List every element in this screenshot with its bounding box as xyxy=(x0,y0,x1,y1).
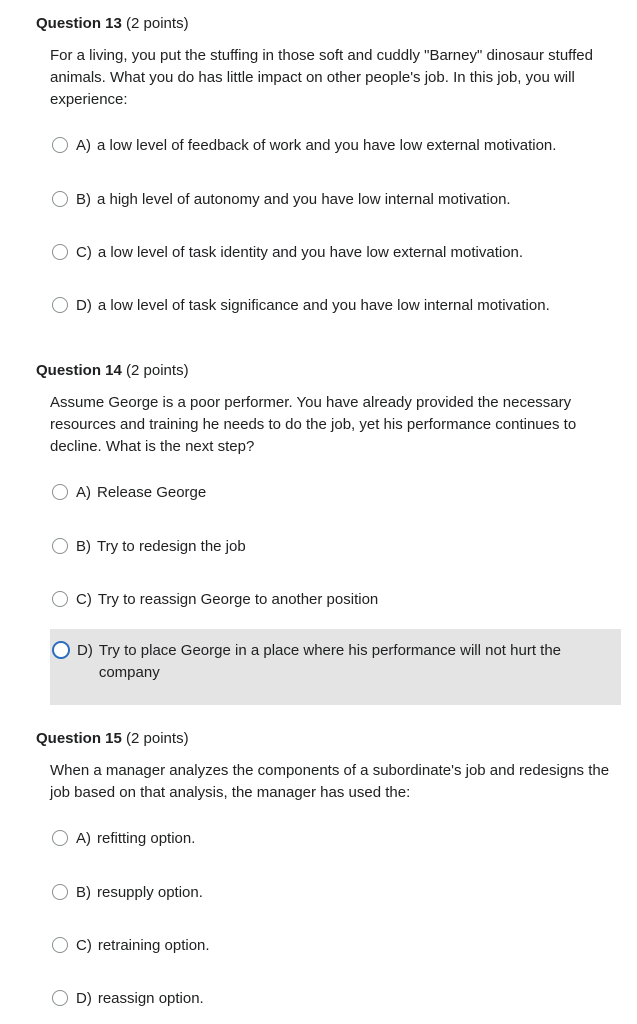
radio-button-icon[interactable] xyxy=(52,538,68,554)
question-14-header xyxy=(36,361,189,381)
option-text: resupply option. xyxy=(97,884,203,901)
option-letter: A) xyxy=(76,484,91,501)
question-points: (2 points) xyxy=(126,362,189,379)
question-number: Question 14 xyxy=(36,362,122,379)
option-text: refitting option. xyxy=(97,830,196,847)
radio-button-icon[interactable] xyxy=(52,297,68,313)
option-text: a low level of task significance and you have low internal motivation. xyxy=(97,297,550,314)
question-points: (2 points) xyxy=(126,730,189,747)
radio-button-icon[interactable] xyxy=(52,137,68,153)
option-text: a high level of autonomy and you have low internal motivation. xyxy=(97,191,511,208)
question-13-text: For a living, you put the stuffing in those soft and cuddly "Barney" dinosaur stuffed animals. What you do has little impact on other people's job. In this job, you will experience: xyxy=(50,47,593,108)
radio-button-icon[interactable] xyxy=(52,591,68,607)
radio-button-icon[interactable] xyxy=(52,937,68,953)
option-letter: B) xyxy=(76,191,91,208)
radio-button-icon[interactable] xyxy=(52,830,68,846)
question-15-option-d[interactable] xyxy=(50,980,621,1018)
option-text: Try to place George in a place where his performance will not hurt the company xyxy=(98,642,562,681)
option-text: Try to redesign the job xyxy=(97,538,246,555)
option-text: a low level of task identity and you have low external motivation. xyxy=(97,244,524,261)
radio-button-icon[interactable] xyxy=(52,990,68,1006)
option-letter: C) xyxy=(76,244,92,261)
question-13-option-b[interactable] xyxy=(50,181,621,219)
question-points: (2 points) xyxy=(126,15,189,32)
question-13-option-d[interactable] xyxy=(50,287,621,325)
option-letter: D) xyxy=(76,297,92,314)
question-number: Question 15 xyxy=(36,730,122,747)
option-letter: C) xyxy=(76,937,92,954)
question-15-option-c[interactable] xyxy=(50,927,621,965)
radio-button-icon[interactable] xyxy=(52,641,70,659)
option-text: reassign option. xyxy=(97,990,204,1007)
question-14-option-c[interactable] xyxy=(50,581,621,619)
question-15-option-b[interactable] xyxy=(50,874,621,912)
question-15-header xyxy=(36,729,189,749)
option-letter: A) xyxy=(76,830,91,847)
radio-button-icon[interactable] xyxy=(52,884,68,900)
option-letter: D) xyxy=(77,642,93,659)
question-number: Question 13 xyxy=(36,15,122,32)
question-13-option-a[interactable] xyxy=(50,127,621,165)
option-text: retraining option. xyxy=(97,937,210,954)
option-letter: C) xyxy=(76,591,92,608)
option-text: a low level of feedback of work and you have low external motivation. xyxy=(97,137,557,154)
question-14-option-b[interactable] xyxy=(50,528,621,566)
option-text: Release George xyxy=(97,484,207,501)
question-14-option-a[interactable] xyxy=(50,474,621,512)
radio-button-icon[interactable] xyxy=(52,244,68,260)
option-letter: A) xyxy=(76,137,91,154)
option-letter: B) xyxy=(76,538,91,555)
radio-button-icon[interactable] xyxy=(52,191,68,207)
option-letter: B) xyxy=(76,884,91,901)
option-text: Try to reassign George to another position xyxy=(97,591,379,608)
question-13-header xyxy=(36,14,189,34)
question-13-option-c[interactable] xyxy=(50,234,621,272)
radio-button-icon[interactable] xyxy=(52,484,68,500)
question-14-option-d[interactable] xyxy=(50,629,621,705)
question-14-text: Assume George is a poor performer. You have already provided the necessary resources and training he needs to do the job, yet his performance continues to decline. What is the next step? xyxy=(50,394,577,455)
question-15-option-a[interactable] xyxy=(50,820,621,858)
option-letter: D) xyxy=(76,990,92,1007)
question-15-text: When a manager analyzes the components of a subordinate's job and redesigns the job based on that analysis, the manager has used the: xyxy=(50,762,610,801)
